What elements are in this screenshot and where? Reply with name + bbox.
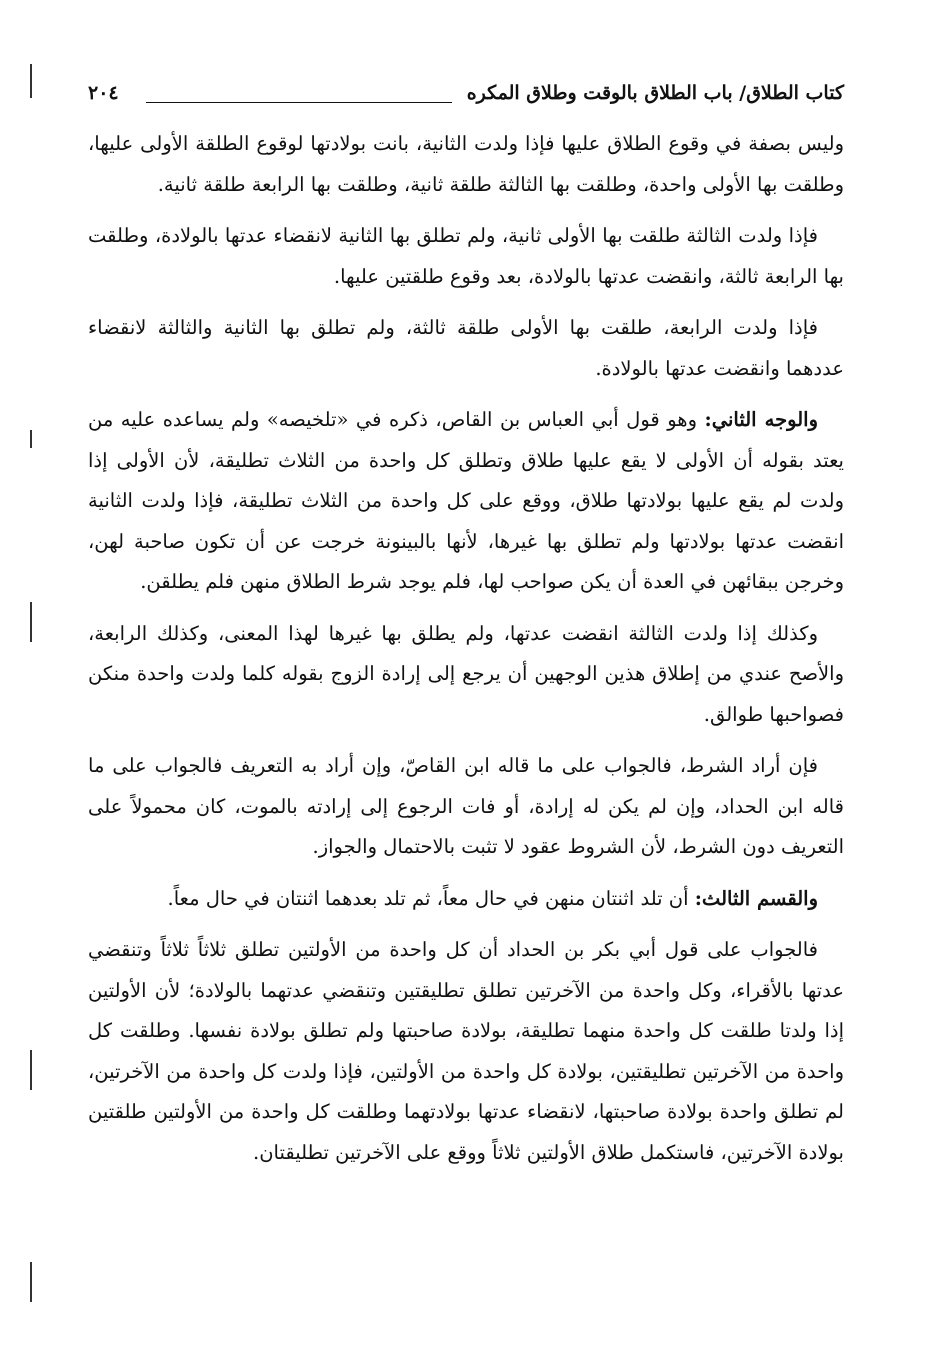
running-title: كتاب الطلاق/ باب الطلاق بالوقت وطلاق المكره (466, 82, 844, 104)
margin-mark (30, 1050, 32, 1090)
paragraph-text: أن تلد اثنتان منهن في حال معاً، ثم تلد بعدهما اثنتان في حال معاً. (167, 886, 689, 910)
paragraph-lead: والوجه الثاني: (704, 408, 818, 431)
paragraph (88, 930, 844, 1173)
page-header (88, 82, 844, 116)
paragraph-text: وكذلك إذا ولدت الثالثة انقضت عدتها، ولم يطلق بها غيرها لهذا المعنى، وكذلك الرابعة، والأصح عندي من إطلاق هذين الوجهين أن يرجع إلى إرادة الزوج بقوله كلما ولدت واحدة منكن فصواحبها طوالق. (88, 621, 844, 726)
paragraph-text: وهو قول أبي العباس بن القاص، ذكره في «تلخيصه» ولم يساعده عليه من يعتد بقوله أن الأولى لا يقع عليها طلاق وتطلق كل واحدة من الثلاث تطليقة، لأن الأولى إذا ولدت لم يقع عليها بولادتها طلاق، ووقع على كل واحدة من الثلاث تطليقة، فإذا ولدت الثانية انقضت عدتها بولادتها ولم تطلق بها غيرها، لأنها بالبينونة خرجت عن أن تكون صاحبة لهن، وخرجن ببقائهن في العدة أن يكن صواحب لها، فلم يوجد شرط الطلاق منهن فلم يطلقن. (88, 408, 844, 593)
page-body (88, 124, 844, 1184)
margin-mark (30, 602, 32, 642)
paragraph-lead: والقسم الثالث: (694, 886, 818, 910)
header-rule (146, 102, 452, 103)
paragraph-text: فإذا ولدت الثالثة طلقت بها الأولى ثانية، ولم تطلق بها الثانية لانقضاء عدتها بالولادة، وطلقت بها الرابعة ثالثة، وانقضت عدتها بالولادة، بعد وقوع طلقتين عليها. (88, 224, 844, 288)
paragraph (88, 400, 844, 603)
paragraph (88, 614, 844, 736)
paragraph (88, 746, 844, 868)
paragraph (88, 124, 844, 205)
page-number: ٢٠٤ (88, 82, 119, 104)
paragraph (88, 879, 844, 920)
margin-mark (30, 64, 32, 98)
margin-mark (30, 1262, 32, 1302)
paragraph (88, 216, 844, 297)
paragraph (88, 308, 844, 389)
margin-mark (30, 430, 32, 448)
paragraph-text: فإن أراد الشرط، فالجواب على ما قاله ابن القاصّ، وإن أراد به التعريف فالجواب على ما قاله ابن الحداد، وإن لم يكن له إرادة، أو فات الرجوع إلى إرادته بالموت، كان محمولاً على التعريف دون الشرط، لأن الشروط عقود لا تثبت بالاحتمال والجواز. (88, 754, 844, 858)
paragraph-text: فإذا ولدت الرابعة، طلقت بها الأولى طلقة ثالثة، ولم تطلق بها الثانية والثالثة لانقضاء عددهما وانقضت عدتها بالولادة. (88, 316, 844, 380)
paragraph-text: فالجواب على قول أبي بكر بن الحداد أن كل واحدة من الأولتين تطلق ثلاثاً ثلاثاً وتنقضي عدتها بالأقراء، وكل واحدة من الآخرتين تطلق تطليقتين وتنقضي عدتهما بالولادة؛ لأن الأولتين إذا ولدتا طلقت كل واحدة منهما تطليقة، بولادة صاحبتها ولم تطلق بولادة نفسها. وطلقت كل واحدة من الآخرتين تطليقتين، بولادة كل واحدة من الأولتين، فإذا ولدت كل واحدة من الآخرتين، لم تطلق واحدة بولادة صاحبتها، لانقضاء عدتها بولادتهما وطلقت كل واحدة من الأولتين طلقتين بولادة الآخرتين، فاستكمل طلاق الأولتين ثلاثاً ووقع على الآخرتين تطليقتان. (88, 938, 844, 1164)
paragraph-text: وليس بصفة في وقوع الطلاق عليها فإذا ولدت الثانية، بانت بولادتها لوقوع الطلقة الأولى عليها، وطلقت بها الأولى واحدة، وطلقت بها الثالثة طلقة ثانية، وطلقت بها الرابعة طلقة ثانية. (88, 132, 844, 196)
